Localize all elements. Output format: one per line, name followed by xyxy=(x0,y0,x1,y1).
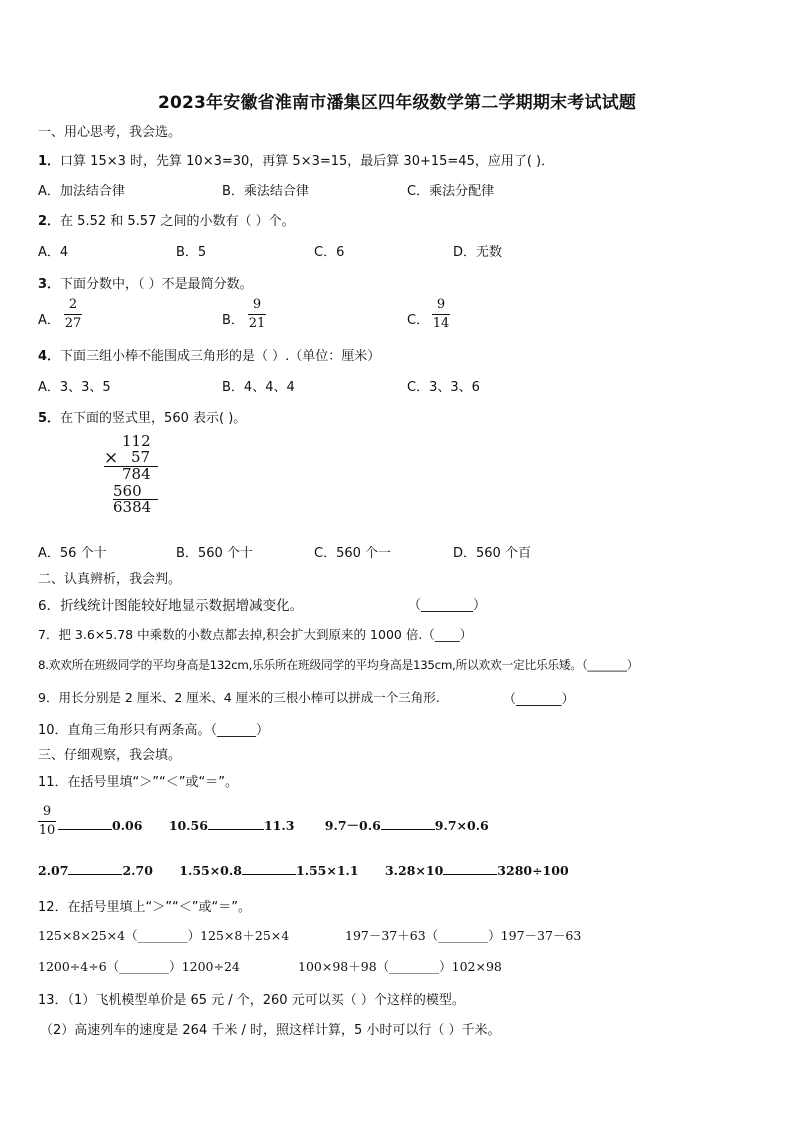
q3-option-b-fraction[interactable] xyxy=(248,297,266,332)
question-2 xyxy=(38,210,295,229)
section-heading-judge: 二、认真辨析，我会判。 xyxy=(38,572,182,587)
fraction-bar xyxy=(248,314,266,315)
q11-row2 xyxy=(38,863,569,878)
q3-option-c-label[interactable]: C． xyxy=(407,313,430,328)
question-text: 在下面的竖式里，560 表示( )。 xyxy=(60,411,247,426)
denominator: 21 xyxy=(248,316,266,331)
q12-row1-item2[interactable]: 197－37＋63（________）197－37－63 xyxy=(345,928,582,943)
q12-row2-item1[interactable]: 1200÷4÷6（________）1200÷24 xyxy=(38,959,240,974)
question-13-part-2: （2）高速列车的速度是 264 千米 / 时，照这样计算，5 小时可以行（ ）千米。 xyxy=(40,1023,501,1038)
compare-item: 2.07 xyxy=(38,863,69,878)
question-number: 5． xyxy=(38,411,61,426)
q3-option-b-label[interactable]: B． xyxy=(222,313,244,328)
numerator: 9 xyxy=(252,297,262,312)
multiplier: 57 xyxy=(131,448,151,466)
q12-row2-item2[interactable]: 100×98＋98（________）102×98 xyxy=(298,959,502,974)
product: 6384 xyxy=(113,498,152,516)
section-heading-fill: 三、仔细观察，我会填。 xyxy=(38,748,182,763)
multiplicand: 112 xyxy=(122,432,151,450)
question-text: 在 5.52 和 5.57 之间的小数有（ ）个。 xyxy=(60,214,295,229)
compare-item: 1.55×1.1 xyxy=(295,863,359,878)
partial-product-2: 560 xyxy=(113,482,142,500)
q11-fraction xyxy=(38,804,56,839)
q3-option-a-fraction[interactable] xyxy=(64,297,82,332)
q5-option-a[interactable]: A．56 个十 xyxy=(38,546,107,561)
q5-option-b[interactable]: B．560 个十 xyxy=(176,546,253,561)
compare-item: 9.7－0.6 xyxy=(324,818,381,833)
q1-option-a[interactable]: A．加法结合律 xyxy=(38,184,125,199)
question-number: 2． xyxy=(38,214,61,229)
compare-blank[interactable] xyxy=(208,829,264,830)
denominator: 10 xyxy=(38,823,56,838)
q4-option-c[interactable]: C．3、3、6 xyxy=(407,380,480,395)
q5-option-c[interactable]: C．560 个一 xyxy=(314,546,392,561)
question-1 xyxy=(38,150,554,169)
q12-row1-item1[interactable]: 125×8×25×4（________）125×8＋25×4 xyxy=(38,928,290,943)
compare-blank[interactable] xyxy=(381,829,435,830)
numerator: 2 xyxy=(68,297,78,312)
question-12: 12．在括号里填上“＞”“＜”或“＝”。 xyxy=(38,900,251,915)
q4-option-b[interactable]: B．4、4、4 xyxy=(222,380,295,395)
compare-item: 3.28×10 xyxy=(384,863,444,878)
compare-blank[interactable] xyxy=(68,874,122,875)
times-sign: × xyxy=(104,448,119,468)
q3-option-c-fraction[interactable] xyxy=(432,297,450,332)
denominator: 27 xyxy=(64,316,82,331)
section-heading-choice: 一、用心思考，我会选。 xyxy=(38,125,182,140)
question-10: 10．直角三角形只有两条高。（______） xyxy=(38,723,270,738)
fraction-bar xyxy=(38,821,56,822)
vertical-multiplication xyxy=(100,432,170,517)
compare-blank[interactable] xyxy=(58,829,112,830)
question-8: 8.欢欢所在班级同学的平均身高是132cm,乐乐所在班级同学的平均身高是135cm,所以欢欢一定比乐乐矮。（_______） xyxy=(38,658,639,672)
question-text: 下面分数中，（ ）不是最简分数。 xyxy=(60,277,253,292)
compare-item: 1.55×0.8 xyxy=(179,863,242,878)
question-7: 7．把 3.6×5.78 中乘数的小数点都去掉,积会扩大到原来的 1000 倍.（____） xyxy=(38,627,473,642)
fraction-bar xyxy=(64,314,82,315)
question-6: 6．折线统计图能较好地显示数据增减变化。 xyxy=(38,598,304,614)
q2-option-c[interactable]: C．6 xyxy=(314,245,345,260)
q9-answer-blank[interactable]: （_______） xyxy=(503,692,575,707)
compare-item: 10.56 xyxy=(168,818,208,833)
question-number: 4． xyxy=(38,349,61,364)
q6-answer-blank[interactable]: （________） xyxy=(408,598,487,613)
q11-row1 xyxy=(58,816,489,834)
q4-option-a[interactable]: A．3、3、5 xyxy=(38,380,111,395)
q5-option-d[interactable]: D．560 个百 xyxy=(453,546,531,561)
compare-item: 3280÷100 xyxy=(497,863,569,878)
compare-item: 11.3 xyxy=(263,818,295,833)
question-9: 9．用长分别是 2 厘米、2 厘米、4 厘米的三根小棒可以拼成一个三角形. xyxy=(38,690,440,705)
numerator: 9 xyxy=(42,804,52,819)
question-number: 3． xyxy=(38,277,61,292)
compare-item: 2.70 xyxy=(122,863,153,878)
q2-option-d[interactable]: D．无数 xyxy=(453,245,503,260)
question-text: 下面三组小棒不能围成三角形的是（ ）.（单位：厘米） xyxy=(60,349,381,364)
denominator: 14 xyxy=(432,316,450,331)
q3-option-a-label[interactable]: A． xyxy=(38,313,60,328)
question-4 xyxy=(38,345,380,364)
partial-product-1: 784 xyxy=(122,465,151,483)
q1-option-b[interactable]: B．乘法结合律 xyxy=(222,184,309,199)
question-11: 11．在括号里填“＞”“＜”或“＝”。 xyxy=(38,775,238,790)
question-text: 口算 15×3 时，先算 10×3=30，再算 5×3=15，最后算 30+15=45，应用了( )． xyxy=(60,154,555,169)
q1-option-c[interactable]: C．乘法分配律 xyxy=(407,184,495,199)
q2-option-b[interactable]: B．5 xyxy=(176,245,207,260)
compare-blank[interactable] xyxy=(242,874,296,875)
compare-blank[interactable] xyxy=(443,874,497,875)
compare-item: 0.06 xyxy=(112,818,143,833)
page-title: 2023年安徽省淮南市潘集区四年级数学第二学期期末考试试题 xyxy=(157,93,637,113)
question-5 xyxy=(38,407,246,426)
question-13-part-1: 13．（1）飞机模型单价是 65 元 / 个，260 元可以买（ ）个这样的模型。 xyxy=(38,993,465,1008)
q2-option-a[interactable]: A．4 xyxy=(38,245,69,260)
compare-item: 9.7×0.6 xyxy=(434,818,489,833)
question-number: 1． xyxy=(38,154,61,169)
fraction-bar xyxy=(432,314,450,315)
question-3 xyxy=(38,273,253,292)
numerator: 9 xyxy=(436,297,446,312)
